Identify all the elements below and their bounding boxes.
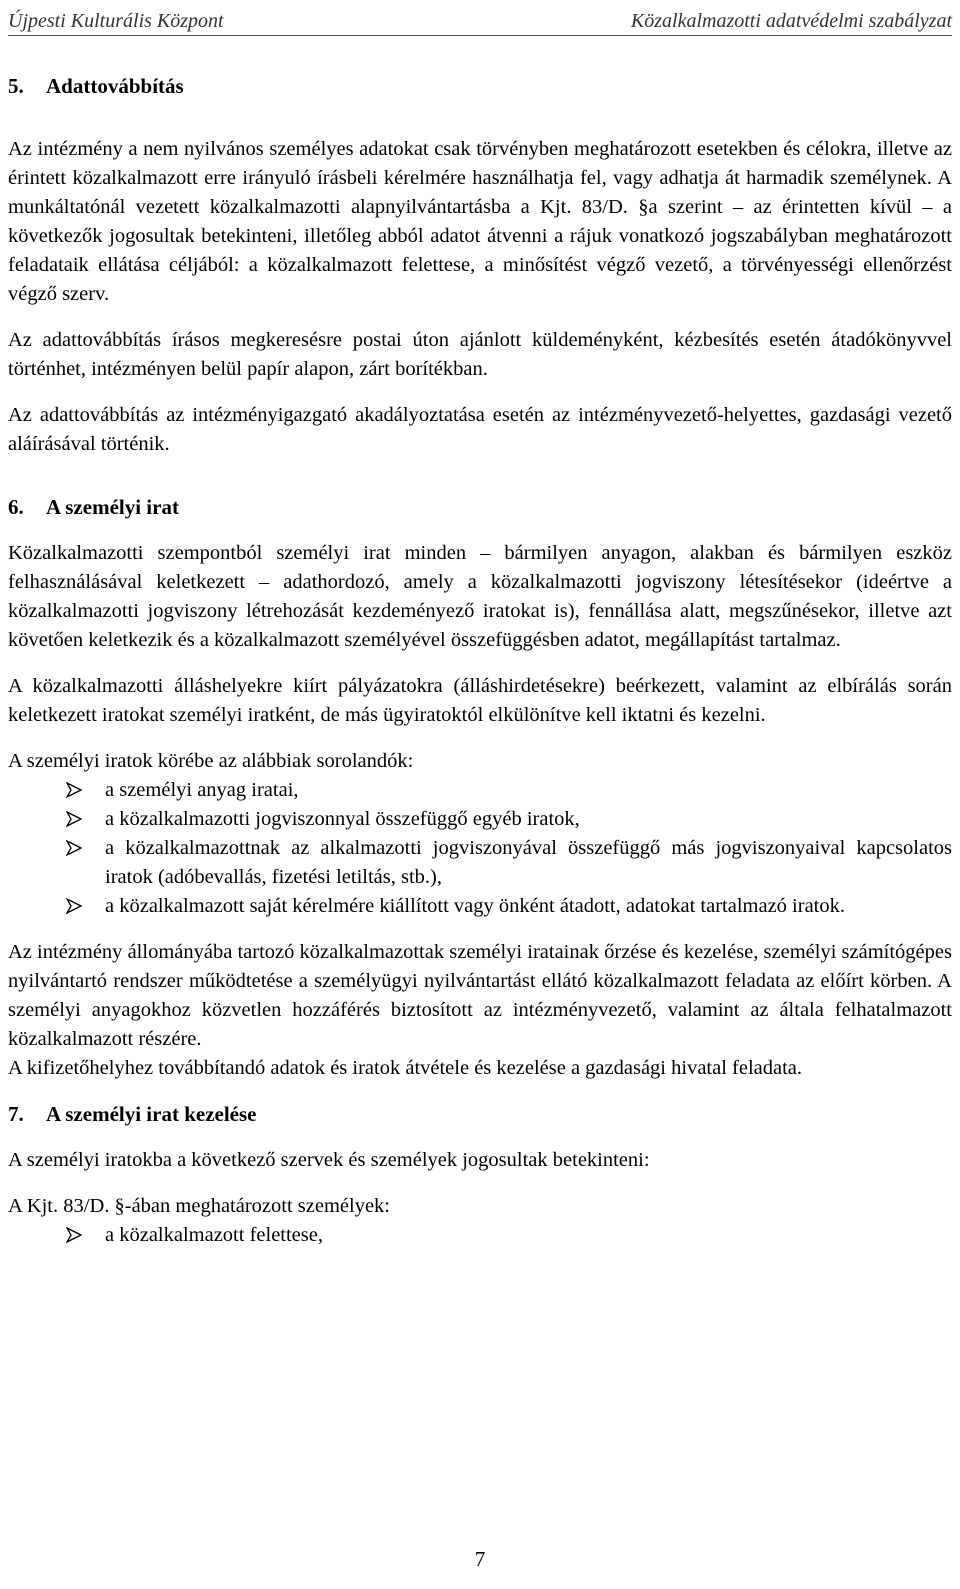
header-document-title: Közalkalmazotti adatvédelmi szabályzat: [630, 10, 952, 32]
list-item: [8, 892, 952, 921]
paragraph: Az adattovábbítás írásos megkeresésre postai úton ajánlott küldeményként, kézbesítés esetén átadókönyvvel történhet, intézményen belül papír alapon, zárt borítékban.: [8, 329, 952, 380]
page-content: [8, 72, 952, 1250]
section-6-heading: [8, 493, 952, 522]
arrow-bullet-icon: [66, 840, 82, 856]
list-item: [8, 834, 952, 892]
section-number: 6.: [8, 495, 24, 519]
section-title: A személyi irat kezelése: [46, 1102, 257, 1126]
list-intro: A személyi iratok körébe az alábbiak sorolandók:: [8, 750, 414, 772]
section-5-heading: [8, 72, 952, 101]
section-title: A személyi irat: [46, 495, 179, 519]
list-item: [8, 805, 952, 834]
section-7-heading: [8, 1100, 952, 1129]
page-footer: [0, 1547, 960, 1572]
arrow-bullet-icon: [66, 811, 82, 827]
paragraph: Az intézmény a nem nyilvános személyes adatokat csak törvényben meghatározott esetekben és célokra, illetve az érintett közalkalmazott erre irányuló írásbeli kérelmére használhatja fel, vagy adhatja át harmadik személynek. A munkáltatónál vezetett közalkalmazotti alapnyilvántartásba a Kjt. 83/D. §a szerint – az érintetten kívül – a következők jogosultak betekinteni, illetőleg abból adatot átvenni a rájuk vonatkozó jogszabályban meghatározott feladataik ellátása céljából: a közalkalmazott felettese, a minősítést végző vezető, a törvényességi ellenőrzést végző szerv.: [8, 138, 952, 305]
paragraph: A személyi iratokba a következő szervek és személyek jogosultak betekinteni:: [8, 1149, 650, 1171]
section-number: 5.: [8, 74, 24, 98]
page-number: 7: [474, 1547, 486, 1571]
arrow-bullet-icon: [66, 898, 82, 914]
section-number: 7.: [8, 1102, 24, 1126]
list-item-text: a személyi anyag iratai,: [105, 779, 299, 801]
page-header: [8, 3, 952, 36]
bullet-list: [8, 776, 952, 921]
list-item-text: a közalkalmazott saját kérelmére kiállított vagy önként átadott, adatokat tartalmazó iratok.: [105, 895, 845, 917]
list-item-text: a közalkalmazott felettese,: [105, 1224, 323, 1246]
list-item: [8, 776, 952, 805]
paragraph: Közalkalmazotti szempontból személyi irat minden – bármilyen anyagon, alakban és bármilyen eszköz felhasználásával keletkezett – adathordozó, amely a közalkalmazotti jogviszony létesítésekor (ideértve a közalkalmazotti jogviszony létrehozását kezdeményező iratokat is), fennállása alatt, megszűnésekor, illetve azt követően keletkezik és a közalkalmazott személyével összefüggésben adatot, megállapítást tartalmaz.: [8, 542, 952, 651]
paragraph: Az intézmény állományába tartozó közalkalmazottak személyi iratainak őrzése és kezelése, személyi számítógépes nyilvántartó rendszer működtetése a személyügyi nyilvántartást ellátó közalkalmazott feladata az előírt körben. A személyi anyagokhoz közvetlen hozzáférés biztosított az intézményvezető, valamint az általa felhatalmazott közalkalmazott részére.: [8, 941, 952, 1050]
header-organization: Újpesti Kulturális Központ: [8, 10, 224, 32]
arrow-bullet-icon: [66, 782, 82, 798]
list-item: [8, 1221, 952, 1250]
paragraph: A kifizetőhelyhez továbbítandó adatok és iratok átvétele és kezelése a gazdasági hivatal feladata.: [8, 1057, 803, 1079]
bullet-list: [8, 1221, 952, 1250]
section-title: Adattovábbítás: [46, 74, 184, 98]
paragraph: A közalkalmazotti álláshelyekre kiírt pályázatokra (álláshirdetésekre) beérkezett, valamint az elbírálás során keletkezett iratokat személyi iratként, de más ügyiratoktól elkülönítve kell iktatni és kezelni.: [8, 675, 952, 726]
list-item-text: a közalkalmazotti jogviszonnyal összefüggő egyéb iratok,: [105, 808, 580, 830]
paragraph: Az adattovábbítás az intézményigazgató akadályoztatása esetén az intézményvezető-helyettes, gazdasági vezető aláírásával történik.: [8, 404, 952, 455]
paragraph: A Kjt. 83/D. §-ában meghatározott személyek:: [8, 1195, 390, 1217]
list-item-text: a közalkalmazottnak az alkalmazotti jogviszonyával összefüggő más jogviszonyaival kapcsolatos iratok (adóbevallás, fizetési letiltás, stb.),: [105, 837, 952, 888]
arrow-bullet-icon: [66, 1227, 82, 1243]
